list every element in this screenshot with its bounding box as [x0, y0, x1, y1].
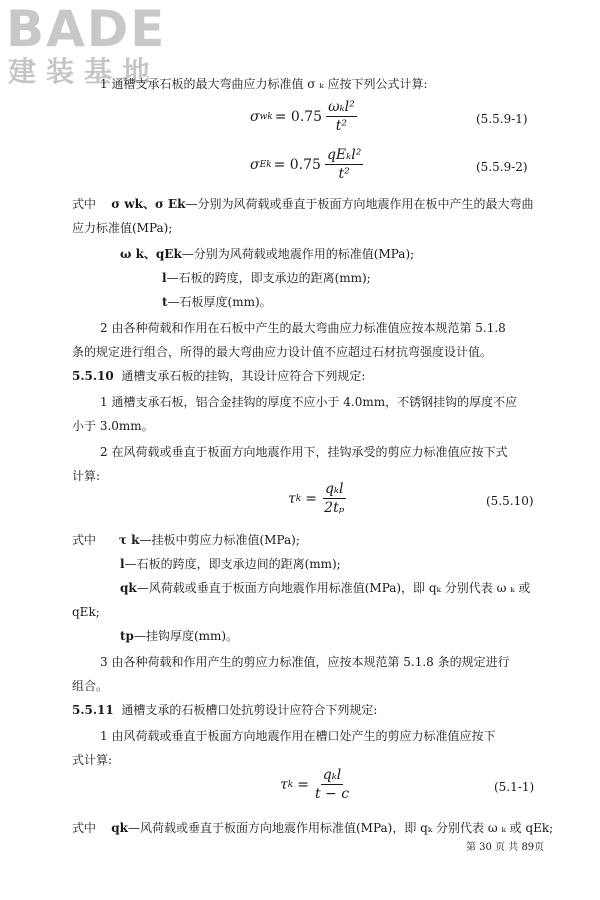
eq-fraction — [323, 480, 346, 517]
definition-line — [162, 294, 272, 310]
definition: —挂钩厚度(mm)。 — [133, 629, 239, 643]
logo-wordmark: BADE — [6, 0, 167, 58]
where-line — [72, 820, 553, 836]
section-title: 通槽支承的石板槽口处抗剪设计应符合下列规定: — [121, 703, 378, 717]
symbol: tp — [120, 629, 134, 643]
symbol: l — [120, 557, 125, 571]
where-line — [72, 532, 300, 548]
symbol: qk — [120, 581, 137, 595]
definition: —风荷载或垂直于板面方向地震作用标准值(MPa)，即 qₖ 分别代表 ω ₖ 或 qEk; — [128, 821, 554, 835]
text-line: 组合。 — [72, 679, 109, 693]
definition-line — [120, 580, 530, 596]
eq-lhs: σ — [250, 156, 260, 173]
page-number: 第 30 页 共 89页 — [466, 842, 545, 853]
equation-5-1-1 — [280, 766, 349, 803]
symbol: qk — [111, 821, 128, 835]
eq-denominator: t − c — [314, 786, 350, 802]
eq-fraction — [325, 146, 363, 183]
eq-lhs-sub: Ek — [259, 159, 272, 170]
logo-chinese: 建装基地 — [8, 55, 161, 88]
definition: —石板厚度(mm)。 — [167, 295, 272, 309]
section-heading — [72, 702, 377, 718]
eq-coef: = 0.75 — [273, 156, 321, 173]
where-label: 式中 — [72, 821, 97, 835]
text-line: 应力标准值(MPa); — [72, 221, 173, 235]
text-line: 2 由各种荷载和作用在石板中产生的最大弯曲应力标准值应按本规范第 5.1.8 — [100, 321, 506, 335]
eq-coef: = — [297, 776, 309, 793]
definition: —挂板中剪应力标准值(MPa); — [139, 533, 300, 547]
equation-number: (5.5.9-1) — [476, 112, 528, 126]
text-line: 式计算: — [72, 753, 113, 767]
equation-number: (5.5.10) — [486, 494, 534, 508]
definition: —石板的跨度，即支承边间的距离(mm); — [124, 557, 341, 571]
eq-denominator: t² — [338, 166, 350, 182]
clause-1-intro: 1 通槽支承石板的最大弯曲应力标准值 σ ₖ 应按下列公式计算: — [100, 77, 428, 91]
eq-denominator: 2tₚ — [324, 500, 345, 516]
eq-lhs-sub: wk — [259, 111, 273, 122]
symbol: ω k、qEk — [120, 247, 182, 261]
equation-5-5-9-1 — [250, 98, 357, 135]
text-line: 小于 3.0mm。 — [72, 419, 154, 433]
eq-coef: = 0.75 — [274, 108, 323, 125]
equation-5-5-10 — [288, 480, 346, 517]
equation-number: (5.5.9-2) — [476, 160, 528, 174]
text-line: qEk; — [72, 605, 100, 619]
section-title: 通槽支承石板的挂钩，其设计应符合下列规定: — [121, 369, 366, 383]
definition-line — [162, 270, 371, 286]
symbol: t — [162, 295, 168, 309]
eq-numerator: qₖl — [324, 481, 344, 497]
definition: —石板的跨度，即支承边的距离(mm); — [166, 271, 371, 285]
text-line: 3 由各种荷载和作用产生的剪应力标准值，应按本规范第 5.1.8 条的规定进行 — [100, 655, 510, 669]
equation-number: (5.1-1) — [494, 780, 535, 794]
where-label: 式中 — [72, 197, 97, 211]
symbol: σ wk、σ Ek — [111, 197, 186, 211]
text-line: 1 由风荷载或垂直于板面方向地震作用在槽口处产生的剪应力标准值应按下 — [100, 729, 496, 743]
eq-numerator: qₖl — [322, 767, 342, 783]
eq-denominator: t² — [335, 118, 348, 134]
section-number: 5.5.11 — [72, 703, 114, 717]
where-label: 式中 — [72, 533, 97, 547]
eq-lhs-sub: k — [295, 493, 302, 504]
eq-lhs: τ — [288, 490, 296, 507]
eq-numerator: ωₖl² — [328, 99, 355, 115]
symbol: τ k — [118, 533, 140, 547]
where-line — [72, 196, 533, 212]
eq-lhs: σ — [250, 108, 260, 125]
equation-5-5-9-2 — [250, 146, 363, 183]
eq-fraction — [326, 98, 357, 135]
text-line: 2 在风荷载或垂直于板面方向地震作用下，挂钩承受的剪应力标准值应按下式 — [100, 445, 508, 459]
text-line: 计算: — [72, 469, 101, 483]
eq-lhs-sub: k — [287, 779, 294, 790]
eq-coef: = — [305, 490, 317, 507]
definition: —风荷载或垂直于板面方向地震作用标准值(MPa)，即 qₖ 分别代表 ω ₖ 或 — [136, 581, 531, 595]
definition-line — [120, 628, 238, 644]
text-line: 1 通槽支承石板，铝合金挂钩的厚度不应小于 4.0mm，不锈钢挂钩的厚度不应 — [100, 395, 518, 409]
eq-lhs: τ — [280, 776, 288, 793]
eq-numerator: qEₖl² — [326, 147, 362, 163]
definition: —分别为风荷载或地震作用的标准值(MPa); — [181, 247, 415, 261]
definition-line — [120, 246, 414, 262]
definition-line — [120, 556, 341, 572]
eq-fraction — [315, 766, 349, 803]
section-number: 5.5.10 — [72, 369, 114, 383]
definition: —分别为风荷载或垂直于板面方向地震作用在板中产生的最大弯曲 — [185, 197, 534, 211]
symbol: l — [162, 271, 167, 285]
section-heading — [72, 368, 365, 384]
text-line: 条的规定进行组合，所得的最大弯曲应力设计值不应超过石材抗弯强度设计值。 — [72, 345, 493, 359]
